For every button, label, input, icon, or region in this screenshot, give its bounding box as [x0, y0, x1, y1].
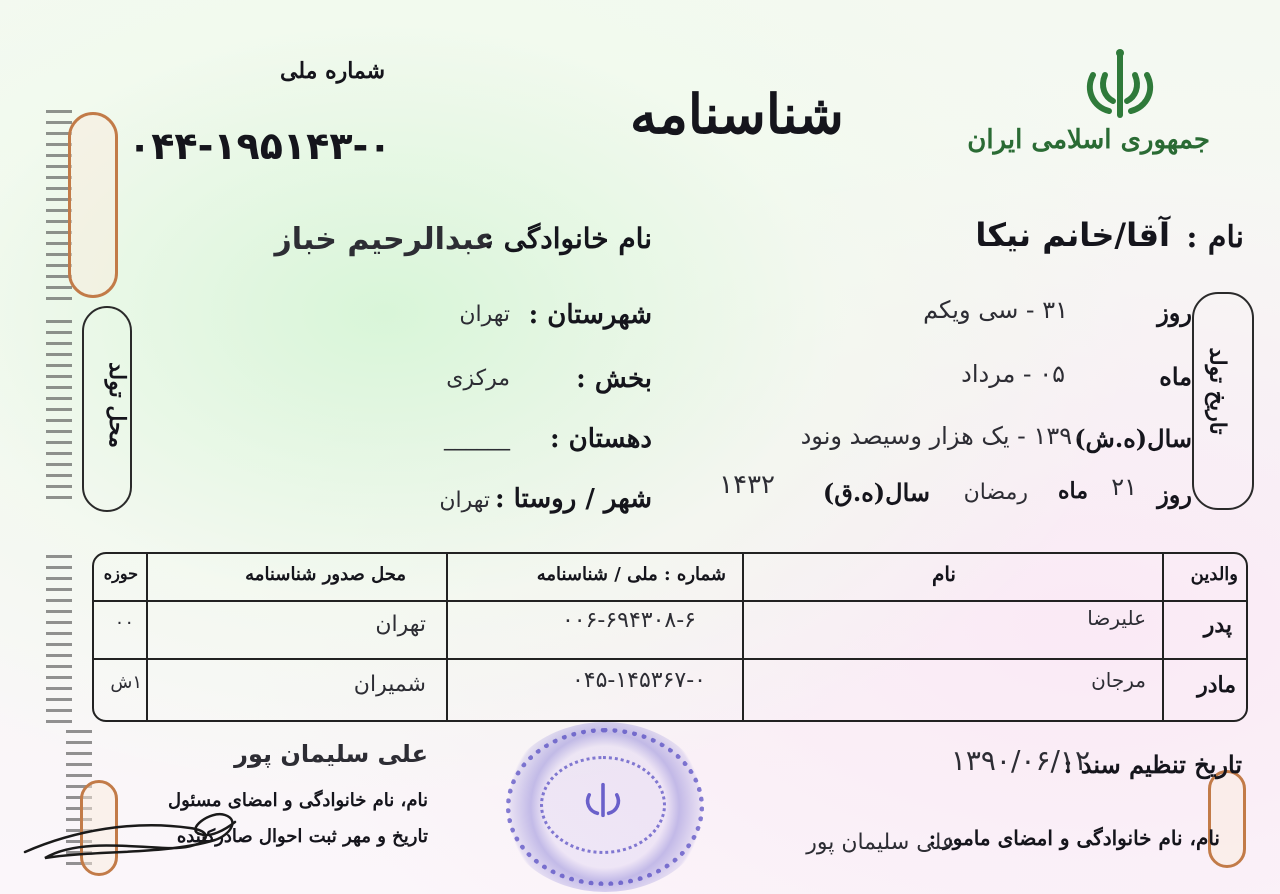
year-value: ۱۳۹۰ - یک هزار وسیصد ونود	[800, 422, 1085, 450]
row-relation: پدر	[1203, 612, 1232, 638]
table-divider	[94, 658, 1246, 660]
iran-emblem-icon	[1075, 45, 1165, 125]
document-title: شناسنامه	[630, 82, 844, 146]
row-zone: ۰۰	[114, 612, 134, 633]
header-zone: حوزه	[103, 564, 138, 583]
row-name: مرجان	[1091, 668, 1146, 692]
county-label: شهرستان :	[528, 300, 652, 330]
row-relation: مادر	[1197, 672, 1236, 698]
year-label: سال(ه.ش)	[1074, 424, 1192, 453]
rural-district-label: دهستان :	[550, 424, 652, 454]
responsible-label: نام، نام خانوادگی و امضای مسئول	[168, 790, 428, 811]
ornament-left-top	[68, 112, 118, 298]
header-name: نام	[931, 562, 956, 586]
national-id-label: شماره ملی	[280, 58, 386, 84]
district-label: بخش :	[576, 364, 652, 394]
official-name: علی سلیمان پور	[806, 830, 955, 855]
row-issue-place: تهران	[375, 612, 426, 637]
county-value: تهران	[459, 302, 510, 327]
row-id-number: ۰۰۶-۶۹۴۳۰۸-۶	[561, 608, 696, 633]
row-zone: ۱ش	[110, 672, 142, 693]
ornament-right-bottom	[1208, 770, 1246, 868]
emblem-caption: جمهوری اسلامی ایران	[967, 125, 1210, 155]
birth-place-side-label: محل تولد	[104, 361, 131, 449]
lunar-day-value: ۲۱	[1111, 473, 1137, 501]
month-label: ماه	[1159, 362, 1192, 391]
row-id-number: ۰۴۵-۱۴۵۳۶۷-۰	[571, 668, 706, 693]
day-label: روز	[1157, 298, 1192, 327]
signature-scribble	[15, 800, 255, 870]
table-divider	[742, 554, 744, 720]
table-divider	[446, 554, 448, 720]
table-divider	[94, 600, 1246, 602]
family-name-label: نام خانوادگی :	[483, 222, 652, 255]
issue-date-value: ۱۳۹۰/۰۶/۱۲	[950, 744, 1090, 777]
official-seal	[500, 722, 710, 892]
seal-emblem-icon	[580, 777, 626, 823]
parents-table	[92, 552, 1248, 722]
city-village-value: تهران	[439, 488, 490, 513]
header-issue-place: محل صدور شناسنامه	[245, 564, 406, 585]
name-value: آقا/خانم نیکا	[975, 216, 1170, 254]
responsible-name: علی سلیمان پور	[234, 740, 428, 768]
lunar-year-value: ۱۴۳۲	[719, 470, 775, 500]
perforation-dots	[46, 555, 72, 725]
lunar-month-value: رمضان	[963, 480, 1028, 505]
district-value: مرکزی	[446, 366, 510, 391]
national-id-value: ۰۴۴-۱۹۵۱۴۳-۰	[128, 124, 392, 168]
row-name: علیرضا	[1087, 606, 1146, 630]
official-label: نام، نام خانوادگی و امضای مامور :	[928, 826, 1220, 850]
birth-date-side-label: تاریخ تولد	[1204, 347, 1231, 435]
header-id-number: شماره : ملی / شناسنامه	[536, 564, 726, 585]
lunar-day-label: روز	[1157, 480, 1192, 509]
issuer-label: تاریخ و مهر ثبت احوال صادرکننده	[176, 826, 428, 847]
family-name-value: عبدالرحیم خباز	[274, 222, 495, 257]
lunar-month-label: ماه	[1057, 478, 1088, 504]
row-issue-place: شمیران	[353, 672, 426, 697]
issue-date-label: تاریخ تنظیم سند :	[1063, 750, 1242, 779]
city-village-label: شهر / روستا :	[494, 484, 652, 514]
name-label: نام :	[1186, 220, 1244, 255]
table-divider	[1162, 554, 1164, 720]
perforation-dots	[46, 320, 72, 500]
table-divider	[146, 554, 148, 720]
rural-district-value: ______	[444, 426, 510, 451]
lunar-year-label: سال(ه.ق)	[822, 478, 930, 507]
month-value: ۰۵ - مرداد	[961, 360, 1065, 388]
day-value: ۳۱ - سی ویکم	[923, 296, 1068, 324]
header-parents: والدین	[1190, 564, 1238, 585]
